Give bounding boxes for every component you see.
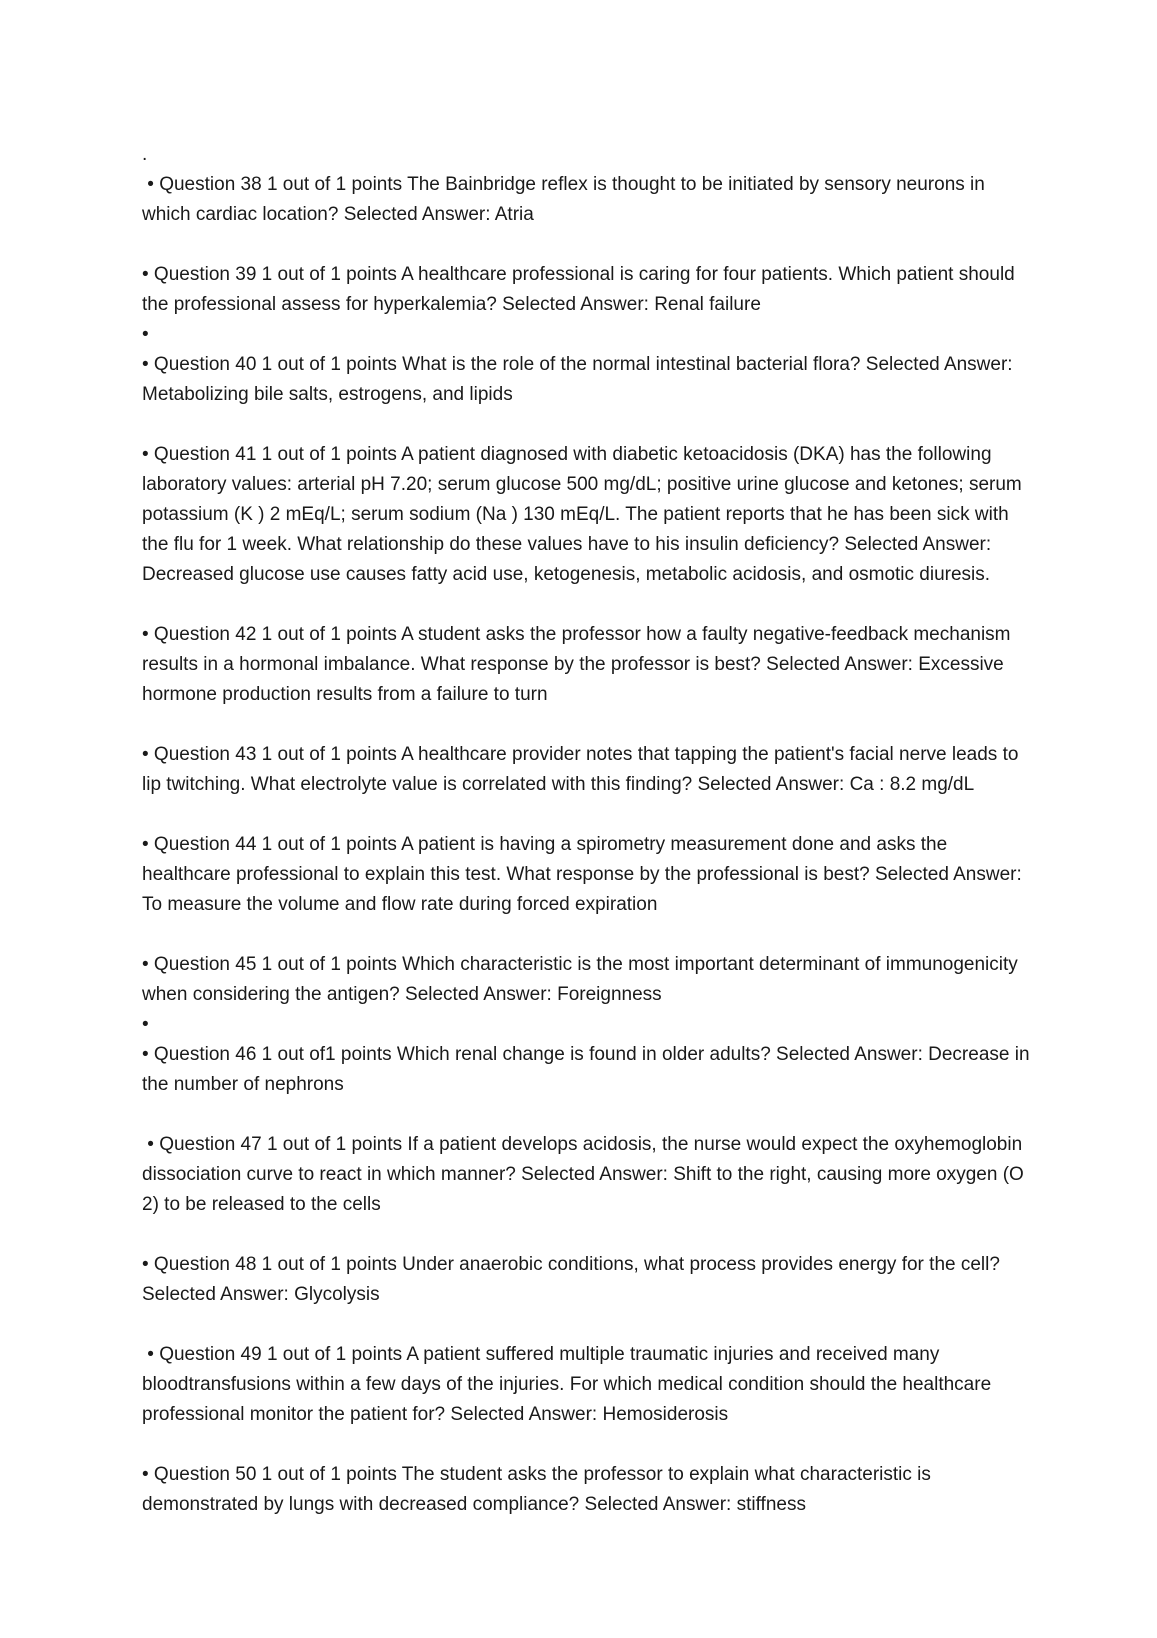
stray-bullet: •: [142, 1014, 149, 1035]
question-44: • Question 44 1 out of 1 points A patient is having a spirometry measurement done and asks the healthcare professional to explain this test. What response by the professional is best? Selected Answer: To measure the volume and flow rate during forced expiration: [142, 834, 1022, 915]
stray-bullet: •: [142, 324, 149, 345]
question-41: • Question 41 1 out of 1 points A patient diagnosed with diabetic ketoacidosis (DKA) has the following laboratory values: arterial pH 7.20; serum glucose 500 mg/dL; positive urine glucose and ketones; serum potassium (K ) 2 mEq/L; serum sodium (Na ) 130 mEq/L. The patient reports that he has been sick with the flu for 1 week. What relationship do these values have to his insulin deficiency? Selected Answer: Decreased glucose use causes fatty acid use, ketogenesis, metabolic acidosis, and osmotic diuresis.: [142, 444, 1022, 585]
question-47: • Question 47 1 out of 1 points If a patient develops acidosis, the nurse would expect the oxyhemoglobin dissociation curve to react in which manner? Selected Answer: Shift to the right, causing more oxygen (O 2) to be released to the cells: [142, 1134, 1030, 1215]
leading-mark: .: [142, 144, 148, 165]
question-40: • Question 40 1 out of 1 points What is the role of the normal intestinal bacterial flora? Selected Answer: Metabolizing bile salts, estrogens, and lipids: [142, 354, 1013, 405]
question-45: • Question 45 1 out of 1 points Which characteristic is the most important determinant of immunogenicity when considering the antigen? Selected Answer: Foreignness: [142, 954, 1018, 1005]
question-49: • Question 49 1 out of 1 points A patient suffered multiple traumatic injuries and received many bloodtransfusions within a few days of the injuries. For which medical condition should the healthcare professional monitor the patient for? Selected Answer: Hemosiderosis: [142, 1344, 997, 1425]
question-43: • Question 43 1 out of 1 points A healthcare provider notes that tapping the patient's facial nerve leads to lip twitching. What electrolyte value is correlated with this finding? Selected Answer: Ca : 8.2 mg/dL: [142, 744, 1019, 795]
question-38: • Question 38 1 out of 1 points The Bainbridge reflex is thought to be initiated by sensory neurons in which cardiac location? Selected Answer: Atria: [142, 174, 991, 225]
question-46: • Question 46 1 out of1 points Which renal change is found in older adults? Selected Answer: Decrease in the number of nephrons: [142, 1044, 1030, 1095]
question-50: • Question 50 1 out of 1 points The student asks the professor to explain what characteristic is demonstrated by lungs with decreased compliance? Selected Answer: stiffness: [142, 1464, 931, 1515]
question-39: • Question 39 1 out of 1 points A healthcare professional is caring for four patients. Which patient should the professional assess for hyperkalemia? Selected Answer: Renal failure: [142, 264, 1015, 315]
document-body: [142, 140, 1032, 1520]
question-42: • Question 42 1 out of 1 points A student asks the professor how a faulty negative-feedback mechanism results in a hormonal imbalance. What response by the professor is best? Selected Answer: Excessive hormone production results from a failure to turn: [142, 624, 1011, 705]
question-48: • Question 48 1 out of 1 points Under anaerobic conditions, what process provides energy for the cell? Selected Answer: Glycolysis: [142, 1254, 1000, 1305]
